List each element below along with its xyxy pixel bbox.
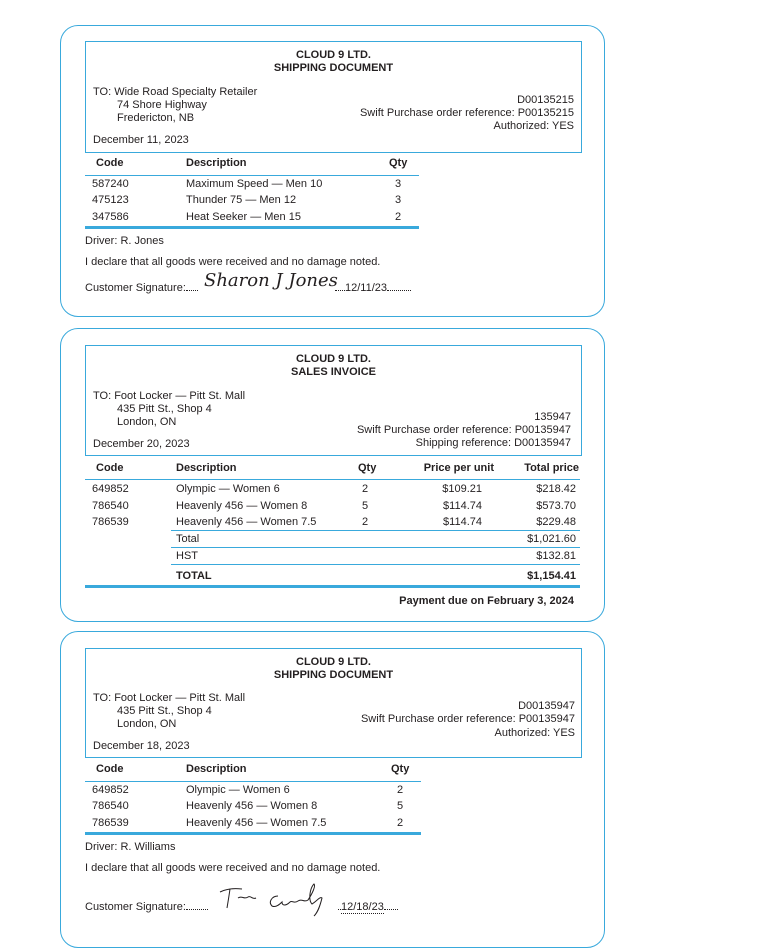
column-header-code: Code [96, 157, 124, 169]
table-header-rule [85, 479, 580, 480]
row-description: Heat Seeker — Men 15 [186, 211, 301, 223]
row-price: $114.74 [443, 516, 482, 528]
row-description: Thunder 75 — Men 12 [186, 194, 297, 206]
row-code: 786540 [92, 500, 129, 512]
shipping-reference: Shipping reference: D00135947 [415, 437, 571, 449]
document-title: SALES INVOICE [291, 366, 376, 378]
grand-total-value: $1,154.41 [527, 570, 576, 582]
signature-date-line [338, 899, 398, 914]
row-code: 475123 [92, 194, 129, 206]
shipping-document-card-2 [60, 631, 605, 948]
column-header-description: Description [186, 157, 247, 169]
column-header-price: Price per unit [423, 462, 494, 474]
row-qty: 2 [362, 516, 369, 528]
sales-invoice-card [60, 328, 605, 622]
row-total: $573.70 [536, 500, 576, 512]
authorized-status: Authorized: YES [493, 120, 574, 132]
row-price: $109.21 [442, 483, 482, 495]
company-name: CLOUD 9 LTD. [296, 49, 371, 61]
recipient-name: TO: Foot Locker — Pitt St. Mall [93, 692, 246, 704]
hst-value: $132.81 [536, 550, 576, 562]
signature-label: Customer Signature: [85, 282, 186, 294]
column-header-description: Description [176, 462, 237, 474]
row-description: Maximum Speed — Men 10 [186, 178, 323, 190]
signature-line [85, 280, 198, 295]
table-bottom-rule [85, 832, 421, 835]
recipient-city: London, ON [117, 416, 177, 428]
table-bottom-rule [85, 226, 419, 229]
recipient-name: TO: Wide Road Specialty Retailer [93, 86, 258, 98]
row-qty: 5 [397, 800, 404, 812]
document-header-box [85, 41, 582, 153]
row-description: Heavenly 456 — Women 7.5 [186, 817, 327, 829]
column-header-qty: Qty [389, 157, 408, 169]
grand-total-rule [85, 585, 580, 588]
document-number: D00135215 [517, 94, 574, 106]
table-header-rule [85, 781, 421, 782]
company-name: CLOUD 9 LTD. [296, 656, 371, 668]
document-title: SHIPPING DOCUMENT [273, 62, 394, 74]
row-description: Olympic — Women 6 [176, 483, 280, 495]
column-header-qty: Qty [391, 763, 410, 775]
document-date: December 20, 2023 [93, 438, 190, 450]
row-description: Olympic — Women 6 [186, 784, 290, 796]
signature-date: 12/11/23 [345, 282, 388, 294]
declaration-text: I declare that all goods were received and no damage noted. [85, 862, 381, 874]
document-date: December 11, 2023 [93, 134, 189, 146]
recipient-city: London, ON [117, 718, 177, 730]
row-qty: 2 [397, 817, 404, 829]
row-qty: 3 [395, 194, 402, 206]
row-code: 786540 [92, 800, 129, 812]
row-code: 649852 [92, 483, 129, 495]
table-header-rule [85, 175, 419, 176]
column-header-code: Code [96, 462, 124, 474]
invoice-number: 135947 [534, 411, 571, 423]
row-code: 347586 [92, 211, 129, 223]
po-reference: Swift Purchase order reference: P00135947 [360, 713, 575, 725]
driver-name: Driver: R. Williams [85, 841, 176, 853]
recipient-name: TO: Foot Locker — Pitt St. Mall [93, 390, 246, 402]
driver-name: Driver: R. Jones [85, 235, 164, 247]
row-total: $229.48 [536, 516, 576, 528]
items-bottom-rule [171, 530, 580, 531]
grand-total-label: TOTAL [176, 570, 212, 582]
recipient-street: 435 Pitt St., Shop 4 [117, 705, 212, 717]
signature-line [85, 899, 208, 914]
subtotal-label: Total [176, 533, 200, 545]
document-number: D00135947 [518, 700, 575, 712]
row-qty: 3 [395, 178, 402, 190]
row-total: $218.42 [536, 483, 576, 495]
row-code: 786539 [92, 817, 129, 829]
po-reference: Swift Purchase order reference: P00135947 [356, 424, 571, 436]
row-qty: 2 [362, 483, 369, 495]
row-qty: 5 [362, 500, 369, 512]
recipient-street: 74 Shore Highway [117, 99, 207, 111]
document-header-box [85, 345, 582, 456]
row-code: 649852 [92, 784, 129, 796]
row-price: $114.74 [443, 500, 482, 512]
row-description: Heavenly 456 — Women 7.5 [176, 516, 317, 528]
signature-label: Customer Signature: [85, 901, 186, 913]
row-code: 587240 [92, 178, 129, 190]
signature-date-line [335, 280, 411, 295]
column-header-description: Description [186, 763, 247, 775]
customer-signature: Sharon J Jones [204, 270, 338, 291]
po-reference: Swift Purchase order reference: P00135215 [359, 107, 574, 119]
payment-due-note: Payment due on February 3, 2024 [399, 595, 574, 607]
column-header-code: Code [96, 763, 124, 775]
recipient-street: 435 Pitt St., Shop 4 [117, 403, 212, 415]
row-description: Heavenly 456 — Women 8 [176, 500, 308, 512]
shipping-document-card-1 [60, 25, 605, 317]
recipient-city: Fredericton, NB [117, 112, 195, 124]
column-header-qty: Qty [358, 462, 377, 474]
row-description: Heavenly 456 — Women 8 [186, 800, 318, 812]
document-date: December 18, 2023 [93, 740, 190, 752]
row-qty: 2 [395, 211, 402, 223]
declaration-text: I declare that all goods were received and no damage noted. [85, 256, 381, 268]
row-code: 786539 [92, 516, 129, 528]
hst-rule [171, 564, 580, 565]
company-name: CLOUD 9 LTD. [296, 353, 371, 365]
hst-label: HST [176, 550, 198, 562]
authorized-status: Authorized: YES [494, 727, 575, 739]
document-title: SHIPPING DOCUMENT [273, 669, 394, 681]
subtotal-value: $1,021.60 [527, 533, 576, 545]
signature-date: 12/18/23 [341, 901, 384, 913]
column-header-total: Total price [524, 462, 579, 474]
subtotal-rule [171, 547, 580, 548]
row-qty: 2 [397, 784, 404, 796]
document-header-box [85, 648, 582, 758]
customer-signature [216, 880, 346, 922]
